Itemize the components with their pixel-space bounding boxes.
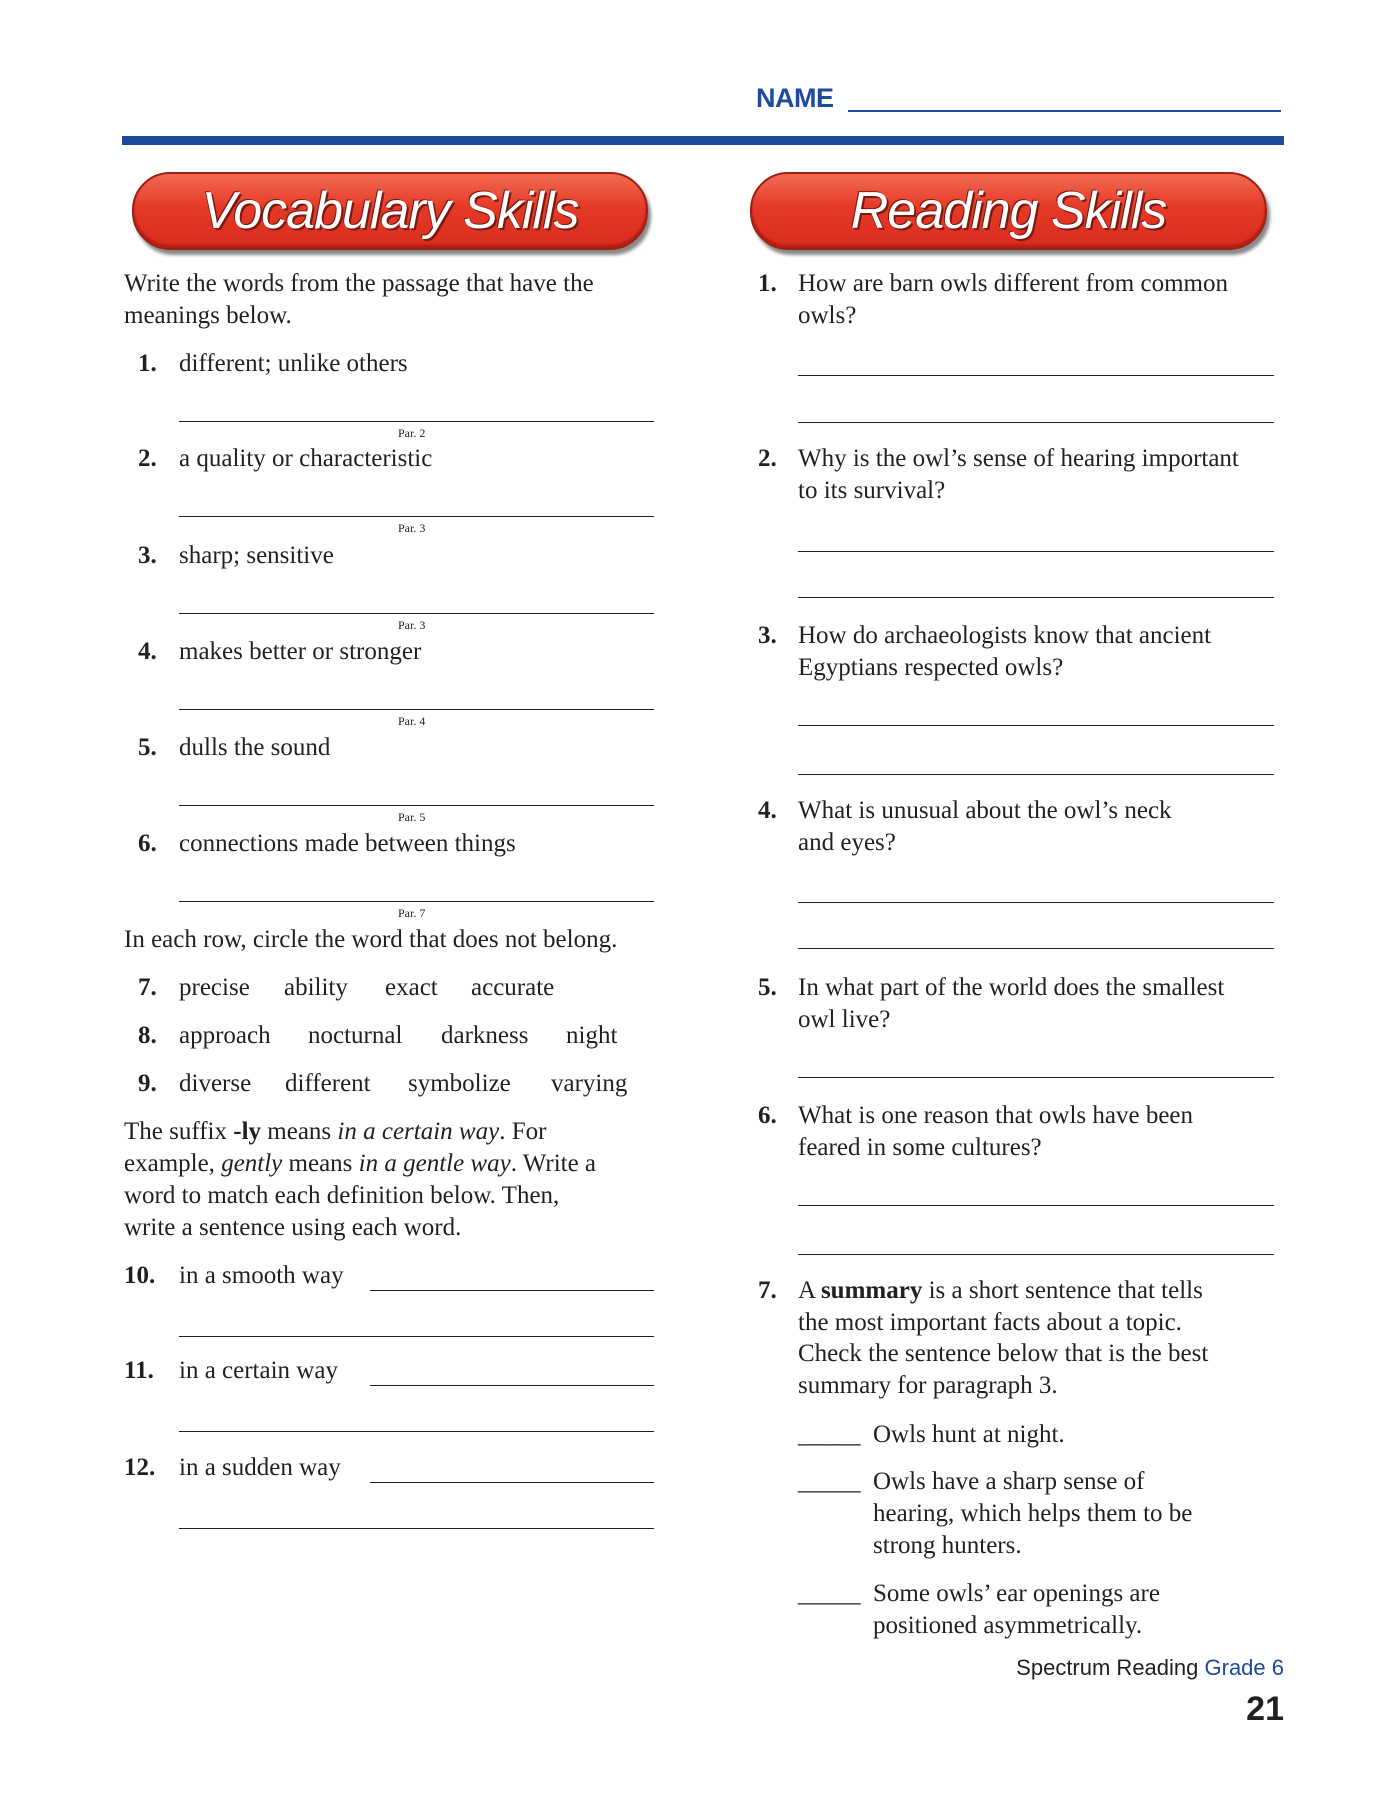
summary-option-text: strong hunters. [873, 1532, 1022, 1559]
question-number: 3. [758, 622, 777, 649]
answer-line[interactable] [798, 1077, 1274, 1078]
word-answer-line[interactable] [370, 1482, 654, 1483]
suffix-intro-line-4: write a sentence using each word. [124, 1214, 462, 1241]
item-number: 9. [138, 1070, 157, 1097]
summary-option-text: Some owls’ ear openings are [873, 1580, 1160, 1607]
question-number: 5. [758, 974, 777, 1001]
name-field[interactable] [848, 110, 1281, 112]
item-definition: different; unlike others [179, 350, 408, 377]
answer-line[interactable] [798, 1205, 1274, 1206]
suffix-intro-line-1: The suffix -ly means in a certain way. For [124, 1118, 547, 1145]
vocabulary-skills-banner: Vocabulary Skills [132, 172, 648, 250]
circle-word-option[interactable]: diverse [179, 1070, 252, 1097]
summary-option-text: Owls have a sharp sense of [873, 1468, 1145, 1495]
circle-word-option[interactable]: exact [385, 974, 438, 1001]
suffix-definition: in a sudden way [179, 1454, 341, 1481]
sentence-answer-line[interactable] [179, 1336, 654, 1337]
answer-line[interactable] [179, 516, 654, 517]
sentence-answer-line[interactable] [179, 1528, 654, 1529]
item-definition: a quality or characteristic [179, 445, 433, 472]
item-number: 12. [124, 1454, 156, 1481]
summary-checkbox-blank[interactable]: _____ [798, 1421, 861, 1448]
item-number: 2. [138, 445, 157, 472]
paragraph-reference: Par. 5 [398, 810, 426, 824]
item-number: 1. [138, 350, 157, 377]
question-text: feared in some cultures? [798, 1134, 1042, 1161]
q7-line-4: summary for paragraph 3. [798, 1372, 1058, 1399]
circle-word-option[interactable]: precise [179, 974, 250, 1001]
question-text: What is unusual about the owl’s neck [798, 797, 1172, 824]
circle-word-option[interactable]: nocturnal [308, 1022, 403, 1049]
item-definition: dulls the sound [179, 734, 331, 761]
answer-line[interactable] [798, 774, 1274, 775]
answer-line[interactable] [798, 1254, 1274, 1255]
item-number: 11. [124, 1357, 154, 1384]
question-number: 7. [758, 1277, 777, 1304]
q7-line-2: the most important facts about a topic. [798, 1309, 1182, 1336]
suffix-definition: in a smooth way [179, 1262, 344, 1289]
circle-instruction: In each row, circle the word that does not belong. [124, 926, 618, 953]
vocab-intro-line: meanings below. [124, 302, 292, 329]
vocab-intro-line: Write the words from the passage that have the [124, 270, 594, 297]
circle-word-option[interactable]: varying [551, 1070, 628, 1097]
paragraph-reference: Par. 3 [398, 618, 426, 632]
item-definition: sharp; sensitive [179, 542, 334, 569]
q7-line-3: Check the sentence below that is the best [798, 1340, 1209, 1367]
header-divider [122, 136, 1284, 145]
footer-credit: Spectrum Reading Grade 6 [1016, 1655, 1284, 1680]
suffix-intro-line-3: word to match each definition below. Then, [124, 1182, 560, 1209]
question-text: How are barn owls different from common [798, 270, 1228, 297]
answer-line[interactable] [179, 901, 654, 902]
suffix-intro-line-2: example, gently means in a gentle way. Write a [124, 1150, 597, 1177]
circle-word-option[interactable]: darkness [441, 1022, 529, 1049]
question-number: 4. [758, 797, 777, 824]
item-number: 10. [124, 1262, 156, 1289]
question-number: 1. [758, 270, 777, 297]
answer-line[interactable] [798, 948, 1274, 949]
answer-line[interactable] [798, 422, 1274, 423]
question-number: 2. [758, 445, 777, 472]
circle-word-option[interactable]: approach [179, 1022, 271, 1049]
sentence-answer-line[interactable] [179, 1431, 654, 1432]
answer-line[interactable] [179, 613, 654, 614]
circle-word-option[interactable]: ability [284, 974, 348, 1001]
item-number: 4. [138, 638, 157, 665]
question-text: How do archaeologists know that ancient [798, 622, 1212, 649]
answer-line[interactable] [179, 709, 654, 710]
summary-checkbox-blank[interactable]: _____ [798, 1468, 861, 1495]
answer-line[interactable] [798, 375, 1274, 376]
item-definition: makes better or stronger [179, 638, 422, 665]
circle-word-option[interactable]: accurate [471, 974, 555, 1001]
circle-word-option[interactable]: symbolize [408, 1070, 511, 1097]
paragraph-reference: Par. 2 [398, 426, 426, 440]
summary-option-text: Owls hunt at night. [873, 1421, 1065, 1448]
answer-line[interactable] [798, 902, 1274, 903]
item-number: 7. [138, 974, 157, 1001]
summary-option-text: positioned asymmetrically. [873, 1612, 1143, 1639]
item-number: 6. [138, 830, 157, 857]
reading-skills-banner: Reading Skills [750, 172, 1267, 250]
answer-line[interactable] [798, 597, 1274, 598]
item-number: 3. [138, 542, 157, 569]
answer-line[interactable] [179, 805, 654, 806]
answer-line[interactable] [798, 725, 1274, 726]
name-label: NAME [756, 83, 834, 113]
suffix-definition: in a certain way [179, 1357, 338, 1384]
summary-checkbox-blank[interactable]: _____ [798, 1580, 861, 1607]
item-number: 5. [138, 734, 157, 761]
question-text: Egyptians respected owls? [798, 654, 1064, 681]
question-text: Why is the owl’s sense of hearing important [798, 445, 1239, 472]
paragraph-reference: Par. 4 [398, 714, 426, 728]
item-number: 8. [138, 1022, 157, 1049]
question-text: owl live? [798, 1006, 891, 1033]
word-answer-line[interactable] [370, 1290, 654, 1291]
question-text: to its survival? [798, 477, 946, 504]
summary-option-text: hearing, which helps them to be [873, 1500, 1193, 1527]
item-definition: connections made between things [179, 830, 516, 857]
question-text: and eyes? [798, 829, 896, 856]
question-text: In what part of the world does the smallest [798, 974, 1225, 1001]
page-number: 21 [1246, 1690, 1284, 1728]
question-text: owls? [798, 302, 857, 329]
circle-word-option[interactable]: night [566, 1022, 618, 1049]
question-number: 6. [758, 1102, 777, 1129]
paragraph-reference: Par. 7 [398, 906, 426, 920]
q7-line-1: A summary is a short sentence that tells [798, 1277, 1203, 1304]
word-answer-line[interactable] [370, 1385, 654, 1386]
paragraph-reference: Par. 3 [398, 521, 426, 535]
answer-line[interactable] [798, 551, 1274, 552]
answer-line[interactable] [179, 421, 654, 422]
circle-word-option[interactable]: different [285, 1070, 371, 1097]
question-text: What is one reason that owls have been [798, 1102, 1194, 1129]
